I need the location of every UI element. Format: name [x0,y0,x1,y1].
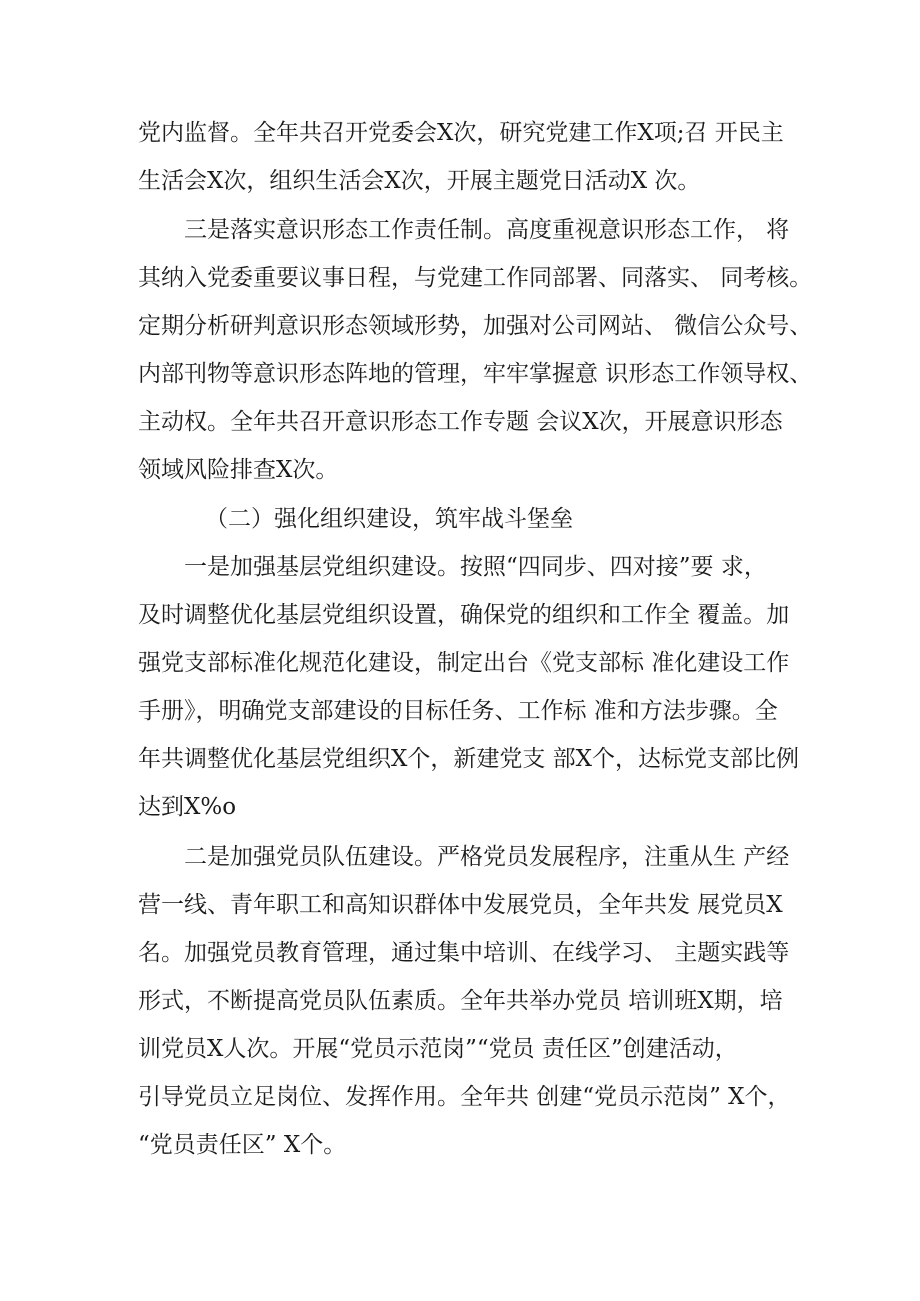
text-line: 形式，不断提高党员队伍素质。全年共举办党员 培训班X期，培 [138,988,783,1014]
text-line: 名。加强党员教育管理，通过集中培训、在线学习、 主题实践等 [138,940,790,966]
text-line: 引导党员立足岗位、发挥作用。全年共 创建“党员示范岗” X个， [138,1084,791,1110]
text-line: 党内监督。全年共召开党委会X次，研究党建工作X项;召 开民主 [138,120,784,146]
text-line: 达到X%o [138,794,237,820]
text-line: 定期分析研判意识形态领域形势，加强对公司网站、 微信公众号、 [138,313,813,339]
text-line: 及时调整优化基层党组织设置，确保党的组织和工作全 覆盖。加 [138,602,790,628]
paragraph-start: 二是加强党员队伍建设。严格党员发展程序，注重从生 产经 [184,844,790,870]
text-line: 强党支部标准化规范化建设，制定出台《党支部标 准化建设工作 [138,650,790,676]
text-line: 内部刊物等意识形态阵地的管理，牢牢掌握意 识形态工作领导权、 [138,361,813,387]
text-line: 主动权。全年共召开意识形态工作专题 会议X次，开展意识形态 [138,409,783,435]
paragraph-start: 三是落实意识形态工作责任制。高度重视意识形态工作， 将 [184,217,790,243]
paragraph-start: 一是加强基层党组织建设。按照“四同步、四对接”要 求， [184,554,767,580]
text-line: 其纳入党委重要议事日程，与党建工作同部署、同落实、 同考核。 [138,265,813,291]
text-line: 年共调整优化基层党组织X个，新建党支 部X个，达标党支部比例 [138,746,800,772]
section-heading: （二）强化组织建设，筑牢战斗堡垒 [205,506,573,532]
text-line: “党员责任区” X个。 [138,1132,347,1158]
text-line: 生活会X次，组织生活会X次，开展主题党日活动X 次。 [138,168,701,194]
text-line: 手册》，明确党支部建设的目标任务、工作标 准和方法步骤。全 [138,698,778,724]
text-line: 训党员X人次。开展“党员示范岗”“党员 责任区”创建活动， [138,1036,738,1062]
text-line: 营一线、青年职工和高知识群体中发展党员，全年共发 展党员X [138,892,783,918]
text-line: 领域风险排查X次。 [138,457,339,483]
